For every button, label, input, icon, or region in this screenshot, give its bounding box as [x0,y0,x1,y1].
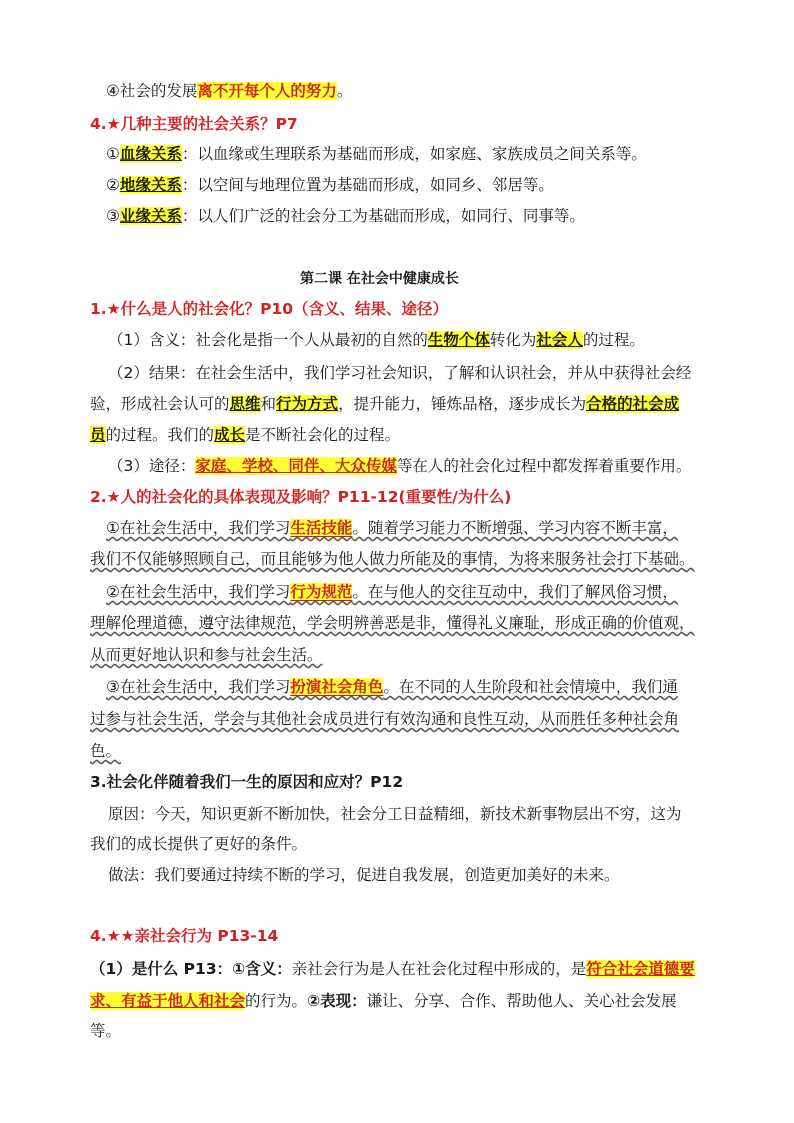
relation-geo: ②地缘关系：以空间与地理位置为基础而形成，如同乡、邻居等。 [106,176,554,194]
paragraph-line: 求、有益于他人和社会的行为。②表现：谦让、分享、合作、帮助他人、关心社会发展 [90,992,677,1010]
paragraph-line: ③在社会生活中，我们学习扮演社会角色。在不同的人生阶段和社会情境中，我们通 [106,678,678,696]
highlight-text: 成长 [214,426,246,444]
question-heading: 4.★★亲社会行为 P13-14 [90,927,279,945]
paragraph-line: 做法：我们要通过持续不断的学习，促进自我发展，创造更加美好的未来。 [108,866,620,884]
paragraph-line: 从而更好地认识和参与社会生活。 [90,646,323,664]
paragraph-line: 色。 [90,742,122,760]
highlight-text: 血缘关系 [119,145,182,163]
paragraph-line: 员的过程。我们的成长是不断社会化的过程。 [90,426,401,444]
highlight-text: 离不开每个人的努力 [197,82,337,100]
paragraph-line: 原因：今天，知识更新不断加快，社会分工日益精细，新技术新事物层出不穷，这为 [108,805,682,823]
highlight-text: 行为方式 [276,395,339,413]
paragraph-line: （1）是什么 P13：①含义：亲社会行为是人在社会化过程中形成的，是符合社会道德要 [90,960,695,978]
relation-blood: ①血缘关系：以血缘或生理联系为基础而形成，如家庭、家族成员之间关系等。 [106,145,647,163]
paragraph-line: 等。 [90,1022,122,1040]
highlight-text: 地缘关系 [119,176,182,194]
paragraph-line: （2）结果：在社会生活中，我们学习社会知识，了解和认识社会，并从中获得社会经 [108,364,692,382]
paragraph-line: 过参与社会生活，学会与其他社会成员进行有效沟通和良性互动，从而胜任多种社会角 [90,710,680,728]
point-4-line: ④社会的发展离不开每个人的努力。 [106,82,353,100]
paragraph-line: （1）含义：社会化是指一个人从最初的自然的生物个体转化为社会人的过程。 [108,331,645,349]
highlight-text: 业缘关系 [119,207,182,225]
highlight-text: 求、有益于他人和社会 [90,992,246,1010]
highlight-text: 员 [90,426,106,444]
lesson-title: 第二课 在社会中健康成长 [300,271,459,287]
highlight-text: 符合社会道德要 [586,960,695,978]
highlight-text: 合格的社会成 [586,395,680,413]
paragraph-line: ②在社会生活中，我们学习行为规范。在与他人的交往互动中，我们了解风俗习惯， [106,583,678,601]
paragraph-line: ①在社会生活中，我们学习生活技能。随着学习能力不断增强、学习内容不断丰富， [106,519,678,537]
highlight-text: 行为规范 [290,583,353,601]
paragraph-line: （3）途径：家庭、学校、同伴、大众传媒等在人的社会化过程中都发挥着重要作用。 [108,457,692,475]
paragraph-line: 理解伦理道德，遵守法律规范，学会明辨善恶是非，懂得礼义廉耻，形成正确的价值观， [90,614,695,632]
highlight-text: 社会人 [536,331,583,349]
highlight-text: 思维 [229,395,261,413]
question-heading: 3.社会化伴随着我们一生的原因和应对？P12 [90,773,404,791]
highlight-text: 家庭、学校、同伴、大众传媒 [195,457,397,475]
paragraph-line: 我们的成长提供了更好的条件。 [90,835,308,853]
question-heading: 4.★几种主要的社会关系？P7 [90,115,298,133]
highlight-text: 生物个体 [427,331,490,349]
paragraph-line: 我们不仅能够照顾自己，而且能够为他人做力所能及的事情，为将来服务社会打下基础。 [90,550,695,568]
highlight-text: 扮演社会角色 [290,678,384,696]
question-heading: 2.★人的社会化的具体表现及影响？P11-12(重要性/为什么) [90,488,512,506]
highlight-text: 生活技能 [290,519,353,537]
paragraph-line: 验，形成社会认可的思维和行为方式，提升能力，锤炼品格，逐步成长为合格的社会成 [90,395,680,413]
relation-work: ③业缘关系：以人们广泛的社会分工为基础而形成，如同行、同事等。 [106,207,585,225]
question-heading: 1.★什么是人的社会化？P10（含义、结果、途径） [90,300,448,318]
